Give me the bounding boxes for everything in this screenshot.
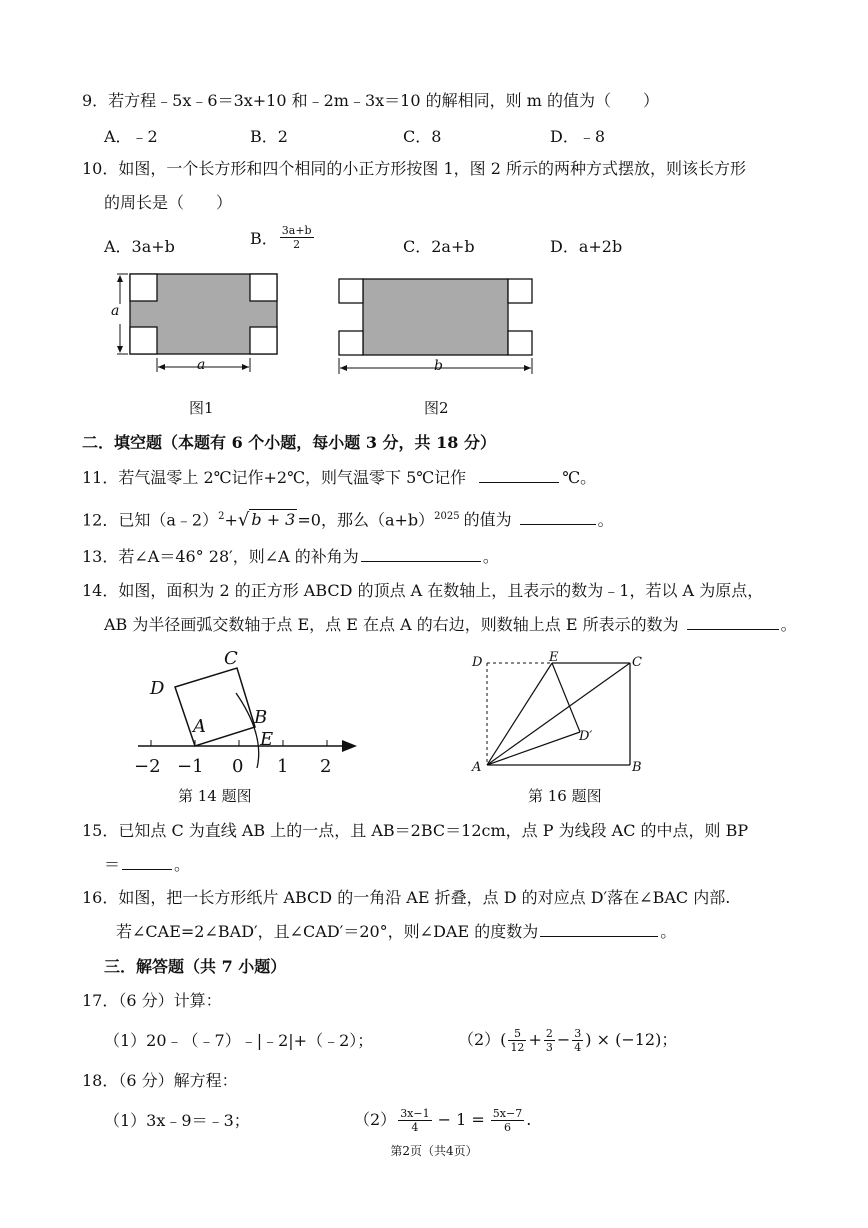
q10-option-b-prefix: B． <box>250 229 278 248</box>
page-footer: 第2页（共4页） <box>390 1144 478 1158</box>
q18-part2-prefix: （2） <box>354 1110 397 1129</box>
q16-label-d-prime: D′ <box>579 729 593 744</box>
section-3-heading: 三．解答题（共 7 小题） <box>104 957 287 976</box>
q12-answer-blank[interactable] <box>520 524 596 525</box>
q16-figure <box>480 655 640 775</box>
q14-answer-blank[interactable] <box>687 629 779 630</box>
q16-stem-line1: 16．如图，把一长方形纸片 ABCD 的一角沿 AE 折叠，点 D 的对应点 D′落在∠BAC 内部. <box>82 888 731 907</box>
q18-end: . <box>526 1110 532 1129</box>
q12-sqrt-radicand: b + 3 <box>251 510 296 530</box>
q9-option-d: D．﹣8 <box>550 127 606 146</box>
q14-tick-neg2: −2 <box>134 756 161 777</box>
q12 <box>82 506 614 531</box>
q10-fig2-label-b: b <box>434 358 443 374</box>
q14-label-e: E <box>260 729 274 750</box>
q12-exponent-2025: 2025 <box>434 511 460 522</box>
q12-exponent-2: 2 <box>218 511 225 522</box>
q13 <box>82 546 499 568</box>
q11-unit: ℃。 <box>562 468 597 487</box>
q15-answer-blank[interactable] <box>122 869 172 870</box>
q14-label-b: B <box>254 707 268 728</box>
q12-prefix: 12．已知（a﹣2） <box>82 510 219 530</box>
q16-end: 。 <box>660 922 677 941</box>
q12-plus: + <box>224 510 238 530</box>
q16-answer-blank[interactable] <box>540 936 658 937</box>
q14-label-d: D <box>150 678 165 699</box>
section-2-heading: 二．填空题（本题有 6 个小题，每小题 3 分，共 18 分） <box>82 433 496 452</box>
q14-tick-neg1: −1 <box>177 756 204 777</box>
q16-label-d: D <box>472 655 483 670</box>
q17-part2-suffix: ) × (−12)； <box>585 1030 678 1049</box>
q14-end: 。 <box>780 615 797 634</box>
q16-label-b: B <box>632 760 642 775</box>
q10-stem-line1: 10．如图，一个长方形和四个相同的小正方形按图 1，图 2 所示的两种方式摆放，则该长方形 <box>82 159 746 178</box>
q16-label-a: A <box>472 760 482 775</box>
q18-part1: （1）3x﹣9＝﹣3； <box>104 1111 250 1130</box>
q10-option-b-fraction: $\frac{3a+b}{2}$ <box>281 224 312 251</box>
q17-op-2: − <box>556 1030 571 1049</box>
q10-fig1-label-bottom-a: a <box>197 357 206 373</box>
q18-stem: 18．（6 分）解方程： <box>82 1071 238 1090</box>
q17-frac-3: $\frac{3}{4}$ <box>574 1027 582 1054</box>
q14-label-a: A <box>193 716 206 737</box>
q17-frac-2: $\frac{2}{3}$ <box>545 1027 553 1054</box>
q10-fig2-caption: 图2 <box>424 399 449 417</box>
q17-part2 <box>458 1022 677 1058</box>
q17-part1: （1）20﹣（﹣7）﹣|﹣2|+（﹣2）； <box>104 1031 374 1050</box>
q16-stem-line2-text: 若∠CAE=2∠BAD′，且∠CAD′＝20°，则∠DAE 的度数为 <box>116 922 539 941</box>
q17-stem: 17．（6 分）计算： <box>82 991 222 1010</box>
q12-end: 。 <box>597 510 614 530</box>
q10-fig1-caption: 图1 <box>189 399 214 417</box>
q13-text: 13．若∠A＝46° 28′，则∠A 的补角为 <box>82 547 359 566</box>
q15-end: 。 <box>174 855 191 874</box>
q16-caption: 第 16 题图 <box>528 787 602 805</box>
q16-label-c: C <box>632 655 642 670</box>
q18-mid: − 1 = <box>437 1110 485 1129</box>
q14-tick-2: 2 <box>320 756 332 777</box>
q11-answer-blank[interactable] <box>479 482 559 483</box>
q10-option-d: D．a+2b <box>550 237 623 256</box>
q11 <box>82 467 596 489</box>
q17-op-1: + <box>528 1030 542 1049</box>
q16-label-e: E <box>549 650 559 665</box>
q18-frac-1: $\frac{3x-1}{4}$ <box>400 1107 430 1134</box>
q10-option-a: A．3a+b <box>104 237 175 256</box>
q9-option-c: C．8 <box>403 127 442 146</box>
q14-tick-0: 0 <box>232 756 244 777</box>
q14-stem-line1: 14．如图，面积为 2 的正方形 ABCD 的顶点 A 在数轴上，且表示的数为﹣1，若以 A 为原点， <box>82 581 764 600</box>
q16-stem-line2 <box>116 921 676 943</box>
q9-option-a: A．﹣2 <box>104 127 158 146</box>
q17-frac-1: $\frac{5}{12}$ <box>510 1027 525 1054</box>
q13-answer-blank[interactable] <box>361 561 481 562</box>
q13-end: 。 <box>482 547 499 566</box>
q11-text: 11．若气温零上 2℃记作+2℃，则气温零下 5℃记作 <box>82 468 467 487</box>
q9-option-b: B．2 <box>250 127 288 146</box>
q12-suffix: 的值为 <box>463 510 512 530</box>
q14-stem-line2 <box>104 614 797 636</box>
q14-tick-1: 1 <box>277 756 289 777</box>
q10-option-c: C．2a+b <box>403 237 475 256</box>
q18-part2 <box>354 1102 531 1138</box>
q10-figure-1 <box>100 268 290 388</box>
q9-stem: 9．若方程﹣5x﹣6＝3x+10 和﹣2m﹣3x＝10 的解相同，则 m 的值为（ ） <box>82 91 659 110</box>
q14-caption: 第 14 题图 <box>178 787 252 805</box>
q15-stem-line2 <box>104 854 190 876</box>
q14-label-c: C <box>224 648 238 669</box>
q15-equals: ＝ <box>104 855 121 874</box>
q10-stem-line2: 的周长是（ ） <box>104 193 233 212</box>
q10-fig1-label-side-a: a <box>111 303 120 319</box>
q14-stem-line2-text: AB 为半径画弧交数轴于点 E，点 E 在点 A 的右边，则数轴上点 E 所表示的数为 <box>104 615 679 634</box>
q18-frac-2: $\frac{5x-7}{6}$ <box>492 1107 523 1134</box>
q12-mid: =0，那么（a+b） <box>297 510 435 530</box>
q17-part2-prefix: （2）( <box>458 1030 507 1049</box>
q15-stem-line1: 15．已知点 C 为直线 AB 上的一点，且 AB＝2BC＝12cm，点 P 为线段 AC 的中点，则 BP <box>82 821 749 840</box>
q10-option-b <box>250 224 316 251</box>
sqrt-icon: √ <box>237 509 250 531</box>
